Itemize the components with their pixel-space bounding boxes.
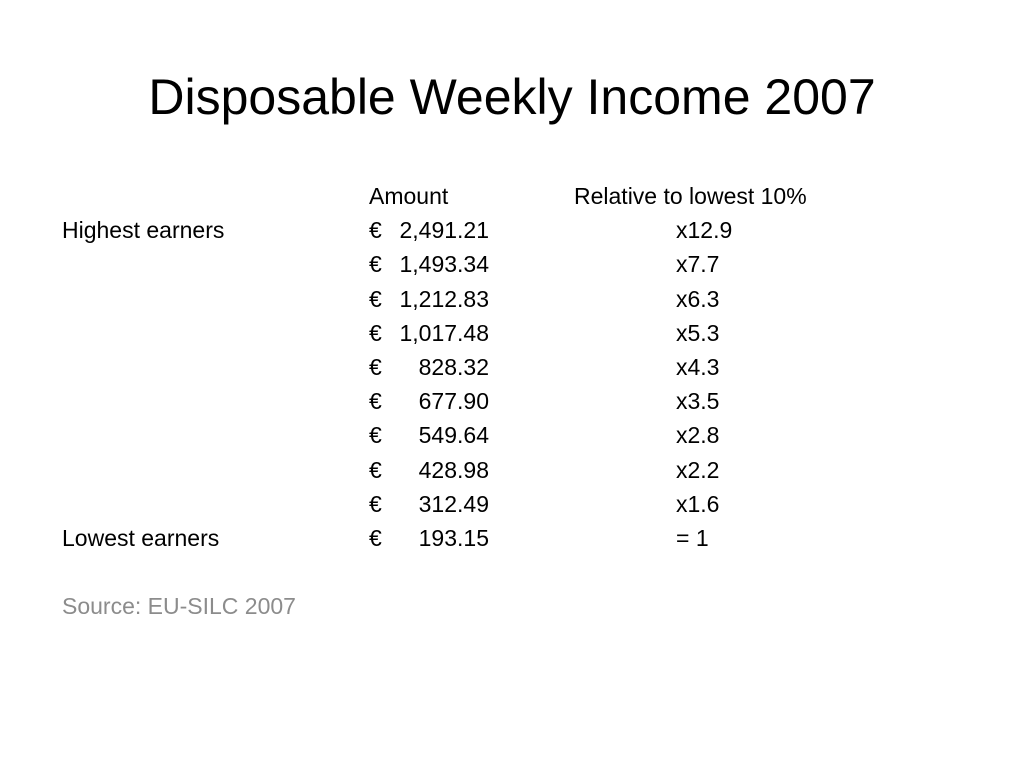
table-row [62,247,962,281]
table-row [62,384,962,418]
row-label: Highest earners [62,217,225,244]
currency-symbol: € [369,524,382,551]
relative-value: x6.3 [676,285,720,312]
relative-value: x7.7 [676,251,720,278]
currency-symbol: € [369,251,382,278]
amount-value: 1,212.83 [399,285,489,312]
relative-value: x3.5 [676,388,720,415]
table-row [62,350,962,384]
amount-value: 2,491.21 [399,217,489,244]
currency-symbol: € [369,285,382,312]
table-header-row [62,179,962,213]
amount-value: 1,493.34 [399,251,489,278]
currency-symbol: € [369,456,382,483]
table-row [62,418,962,452]
relative-value: x2.8 [676,422,720,449]
table-row [62,213,962,247]
relative-header: Relative to lowest 10% [574,183,807,209]
income-table [62,179,962,555]
relative-value: x5.3 [676,319,720,346]
table-row [62,453,962,487]
relative-value: x4.3 [676,353,720,380]
row-label: Lowest earners [62,524,220,551]
table-row [62,487,962,521]
relative-value: x2.2 [676,456,720,483]
currency-symbol: € [369,319,382,346]
relative-value: x12.9 [676,217,733,244]
amount-header: Amount [369,183,449,209]
amount-value: 428.98 [418,456,489,483]
currency-symbol: € [369,422,382,449]
currency-symbol: € [369,388,382,415]
amount-value: 1,017.48 [399,319,489,346]
amount-value: 677.90 [418,388,489,415]
currency-symbol: € [369,217,382,244]
amount-value: 312.49 [418,490,489,517]
table-row [62,282,962,316]
amount-value: 828.32 [418,353,489,380]
currency-symbol: € [369,490,382,517]
currency-symbol: € [369,353,382,380]
table-row [62,521,962,555]
source-note: Source: EU-SILC 2007 [62,593,296,619]
relative-value: = 1 [676,524,709,551]
relative-value: x1.6 [676,490,720,517]
slide-title: Disposable Weekly Income 2007 [148,69,876,125]
amount-value: 549.64 [418,422,489,449]
amount-value: 193.15 [418,524,489,551]
table-row [62,316,962,350]
